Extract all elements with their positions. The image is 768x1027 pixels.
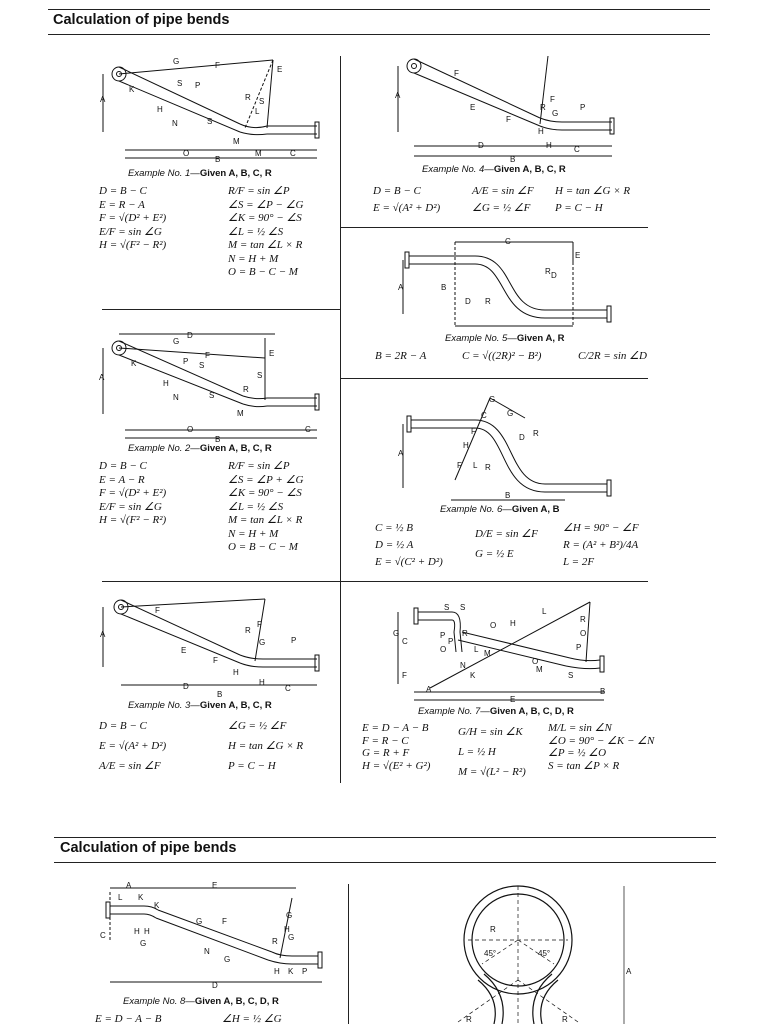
svg-text:D: D [187,331,193,340]
example-8-caption: Example No. 8—Given A, B, C, D, R [123,996,279,1007]
svg-text:H: H [157,105,163,114]
svg-text:R: R [540,103,546,112]
svg-text:E: E [575,251,581,260]
svg-text:F: F [222,917,227,926]
top-rule [48,9,710,10]
example-2-formulas-left: D = B − C E = A − R F = √(D² + E²) E/F = sin ∠G H = √(F² − R²) [99,460,167,526]
svg-text:C: C [290,149,296,158]
example-8-diagram [96,878,328,990]
svg-text:P: P [195,81,201,90]
svg-text:M: M [233,137,240,146]
svg-text:M: M [237,409,244,418]
svg-text:C: C [305,425,311,434]
example-5-formula-3: C/2R = sin ∠D [578,350,647,362]
svg-text:A: A [626,967,632,976]
svg-text:A: A [395,91,401,100]
svg-text:K: K [131,359,137,368]
svg-text:C: C [285,684,291,693]
svg-text:S: S [259,97,265,106]
svg-text:P: P [576,643,582,652]
svg-text:G: G [286,911,293,920]
example-7-formulas-left: E = D − A − B F = R − C G = R + F H = √(E² + G²) [362,722,431,772]
svg-text:N: N [173,393,179,402]
loop-bend-diagram [438,872,638,1024]
svg-text:N: N [204,947,210,956]
svg-text:B: B [217,690,223,699]
svg-text:P: P [448,637,454,646]
svg-text:A: A [100,95,106,104]
example-4-diagram [390,52,630,164]
svg-text:H: H [274,967,280,976]
example-3-caption: Example No. 3—Given A, B, C, R [128,700,272,711]
svg-text:D: D [478,141,484,150]
svg-text:H: H [510,619,516,628]
svg-text:H: H [546,141,552,150]
svg-text:D: D [465,297,471,306]
example-2-formulas-right: R/F = sin ∠P ∠S = ∠P + ∠G ∠K = 90° − ∠S ∠L = ½ ∠S M = tan ∠L × R N = H + M O = B − C − M [228,460,304,553]
svg-text:R: R [485,297,491,306]
svg-text:H: H [259,678,265,687]
svg-text:R: R [272,937,278,946]
svg-text:K: K [470,671,476,680]
svg-text:S: S [568,671,574,680]
svg-text:F: F [471,427,476,436]
example-7-diagram [390,592,624,704]
svg-text:A: A [99,373,105,382]
svg-text:P: P [183,357,189,366]
example-6-formulas-right: ∠H = 90° − ∠F R = (A² + B²)/4A L = 2F [563,522,639,568]
svg-text:B: B [441,283,447,292]
svg-text:A: A [426,685,432,694]
svg-text:K: K [129,85,135,94]
svg-text:A: A [100,630,106,639]
svg-text:O: O [440,645,447,654]
svg-text:H: H [134,927,140,936]
svg-text:K: K [288,967,294,976]
example-8-formula-1: E = D − A − B [95,1013,162,1025]
example-6-formulas-mid: D/E = sin ∠F G = ½ E [475,528,538,560]
svg-text:A: A [126,881,132,890]
example-5-formula-2: C = √((2R)² − B²) [462,350,542,362]
svg-text:N: N [460,661,466,670]
svg-text:G: G [259,638,266,647]
svg-text:R: R [245,626,251,635]
example-2-diagram [95,330,335,442]
svg-text:F: F [402,671,407,680]
example-5-diagram [395,234,621,332]
page-title: Calculation of pipe bends [53,12,230,28]
svg-text:E: E [470,103,476,112]
svg-text:H: H [233,668,239,677]
svg-text:G: G [173,57,180,66]
svg-text:R: R [462,629,468,638]
example-3-formulas-right: ∠G = ½ ∠F H = tan ∠G × R P = C − H [228,720,304,772]
svg-text:G: G [140,939,147,948]
svg-text:M: M [536,665,543,674]
svg-text:O: O [532,657,539,666]
page-2-top-rule [54,837,716,838]
example-5-caption: Example No. 5—Given A, R [445,333,565,344]
svg-text:G: G [173,337,180,346]
grid-divider [340,378,648,379]
svg-text:G: G [489,395,496,404]
svg-text:G: G [393,629,400,638]
grid-divider [340,227,648,228]
svg-text:R: R [485,463,491,472]
svg-text:F: F [215,61,220,70]
svg-text:F: F [550,95,555,104]
svg-text:L: L [118,893,123,902]
svg-text:F: F [257,620,262,629]
svg-text:S: S [209,391,215,400]
svg-text:B: B [505,491,511,500]
svg-text:P: P [580,103,586,112]
example-4-caption: Example No. 4—Given A, B, C, R [422,164,566,175]
svg-text:R: R [580,615,586,624]
svg-text:R: R [562,1015,568,1024]
svg-text:B: B [215,435,221,442]
example-2-caption: Example No. 2—Given A, B, C, R [128,443,272,454]
svg-text:G: G [552,109,559,118]
svg-text:C: C [100,931,106,940]
svg-text:K: K [154,901,160,910]
svg-text:A: A [398,283,404,292]
grid-divider [102,581,648,582]
example-5-formula-1: B = 2R − A [375,350,427,362]
example-7-caption: Example No. 7—Given A, B, C, D, R [418,706,574,717]
svg-text:H: H [144,927,150,936]
svg-text:G: G [224,955,231,964]
page-2-title: Calculation of pipe bends [60,840,237,856]
svg-text:O: O [187,425,194,434]
page-2-divider [348,884,349,1024]
svg-text:D: D [519,433,525,442]
svg-text:M: M [484,649,491,658]
svg-text:R: R [245,93,251,102]
svg-text:K: K [138,893,144,902]
svg-text:S: S [444,603,450,612]
svg-text:G: G [288,933,295,942]
example-4-formulas-mid: A/E = sin ∠F ∠G = ½ ∠F [472,185,534,214]
grid-divider [102,309,340,310]
svg-text:E: E [510,695,516,704]
svg-text:C: C [402,637,408,646]
svg-text:R: R [533,429,539,438]
example-7-formulas-right: M/L = sin ∠N ∠O = 90° − ∠K − ∠N ∠P = ½ ∠O S = tan ∠P × R [548,722,655,772]
title-rule [48,34,710,35]
svg-text:F: F [454,69,459,78]
svg-text:L: L [255,107,260,116]
svg-text:S: S [257,371,263,380]
svg-text:C: C [505,237,511,246]
svg-text:H: H [538,127,544,136]
svg-text:E: E [212,881,218,890]
svg-text:E: E [277,65,283,74]
example-1-diagram [95,52,335,164]
svg-text:H: H [163,379,169,388]
svg-text:G: G [196,917,203,926]
svg-text:B: B [510,155,516,164]
svg-text:M: M [255,149,262,158]
example-7-formulas-mid: G/H = sin ∠K L = ½ H M = √(L² − R²) [458,726,526,778]
svg-text:P: P [291,636,297,645]
svg-text:P: P [440,631,446,640]
svg-text:N: N [172,119,178,128]
svg-text:O: O [183,149,190,158]
svg-text:C: C [481,411,487,420]
svg-text:F: F [155,606,160,615]
example-6-formulas-left: C = ½ B D = ½ A E = √(C² + D²) [375,522,443,568]
svg-text:O: O [580,629,587,638]
page-2-title-rule [54,862,716,863]
svg-text:45°: 45° [484,949,497,958]
svg-text:H: H [284,925,290,934]
svg-text:A: A [398,449,404,458]
example-1-caption: Example No. 1—Given A, B, C, R [128,168,272,179]
svg-text:R: R [545,267,551,276]
svg-text:L: L [473,461,478,470]
example-6-diagram [395,388,621,504]
svg-text:F: F [506,115,511,124]
example-3-diagram [95,595,335,699]
svg-text:D: D [183,682,189,691]
svg-text:R: R [490,925,496,934]
svg-text:45°: 45° [538,949,551,958]
svg-text:F: F [457,461,462,470]
example-1-formulas-left: D = B − C E = R − A F = √(D² + E²) E/F = sin ∠G H = √(F² − R²) [99,185,167,251]
svg-text:D: D [551,271,557,280]
grid-divider-vertical [340,56,341,783]
svg-text:G: G [507,409,514,418]
svg-text:S: S [460,603,466,612]
svg-text:B: B [215,155,221,164]
svg-text:F: F [213,656,218,665]
svg-text:S: S [177,79,183,88]
svg-text:C: C [574,145,580,154]
svg-text:D: D [212,981,218,990]
svg-text:L: L [474,645,479,654]
svg-text:H: H [463,441,469,450]
example-1-formulas-right: R/F = sin ∠P ∠S = ∠P − ∠G ∠K = 90° − ∠S ∠L = ½ ∠S M = tan ∠L × R N = H + M O = B − C − M [228,185,304,278]
svg-text:R: R [466,1015,472,1024]
example-4-formulas-left: D = B − C E = √(A² + D²) [373,185,441,214]
example-8-formula-2: ∠H = ½ ∠G [222,1013,282,1025]
svg-text:S: S [207,117,213,126]
svg-text:E: E [181,646,187,655]
example-4-formulas-right: H = tan ∠G × R P = C − H [555,185,631,214]
svg-text:B: B [600,687,606,696]
svg-text:O: O [490,621,497,630]
svg-text:S: S [199,361,205,370]
svg-text:R: R [243,385,249,394]
svg-text:P: P [302,967,308,976]
svg-text:L: L [542,607,547,616]
example-3-formulas-left: D = B − C E = √(A² + D²) A/E = sin ∠F [99,720,167,772]
svg-text:E: E [269,349,275,358]
example-6-caption: Example No. 6—Given A, B [440,504,560,515]
svg-text:F: F [205,351,210,360]
